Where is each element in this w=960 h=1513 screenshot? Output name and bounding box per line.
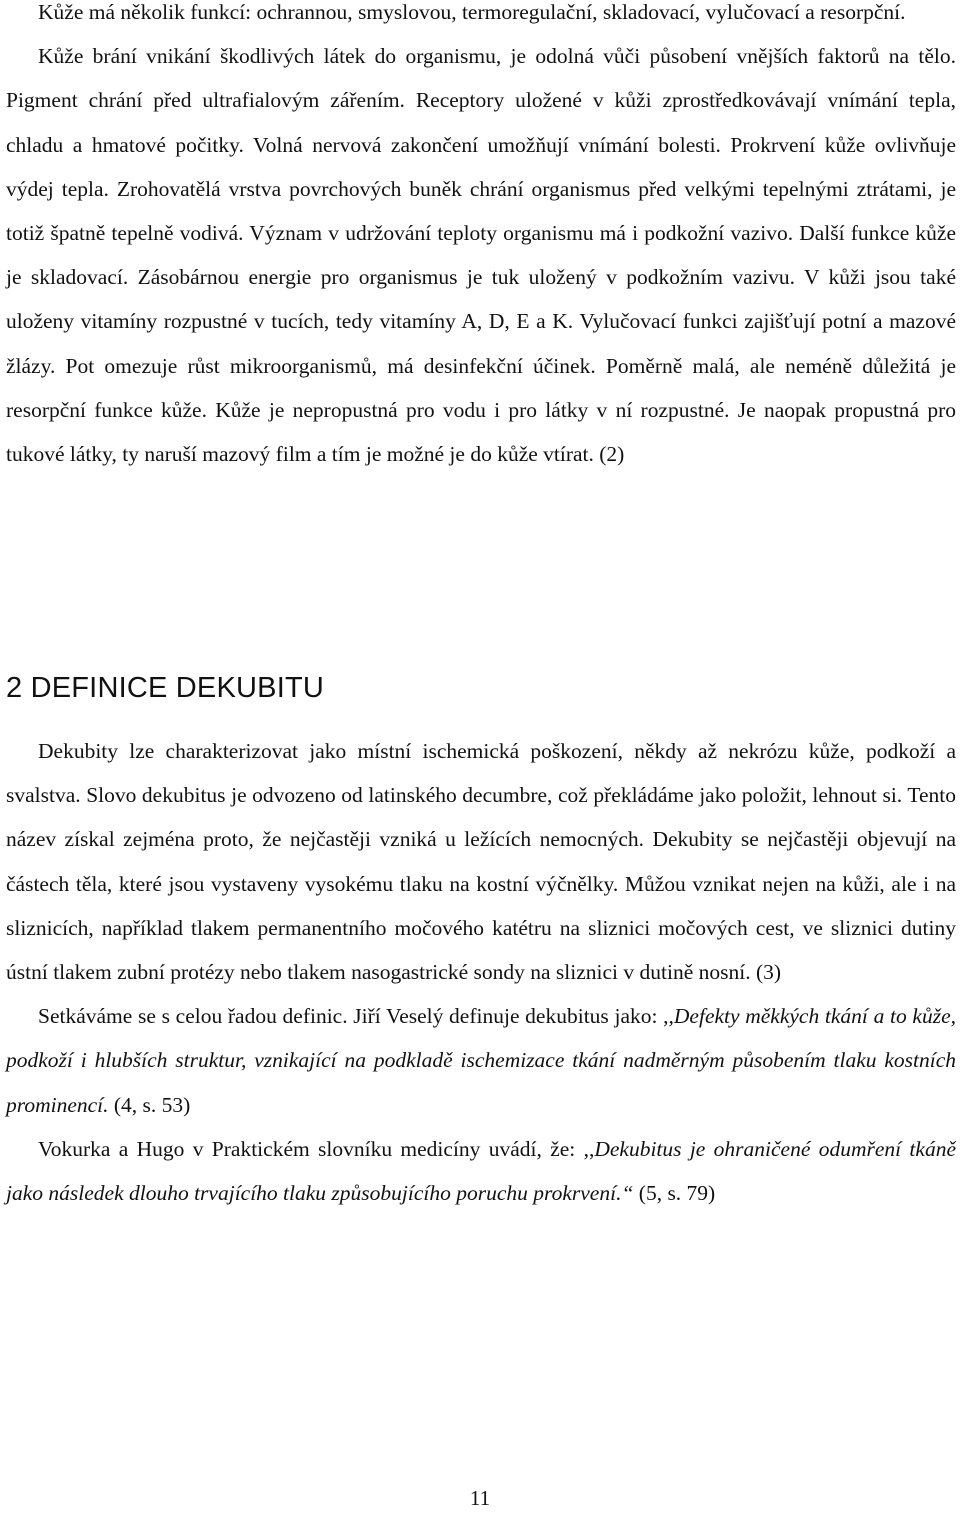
vokurka-citation: (5, s. 79) [633,1181,716,1206]
page-number: 11 [469,1486,491,1510]
vesely-quote: Defekty měkkých tkání a to kůže, podkoží i hlubších struktur, vznikající na podkladě ischemizace tkání nadměrným působením tlaku kostních prominencí. [6,1004,956,1117]
paragraph-skin-functions-detail: Kůže brání vnikání škodlivých látek do organismu, je odolná vůči působení vnějších faktorů na tělo. Pigment chrání před ultrafialovým zářením. Receptory uložené v kůži zprostředkovávají vnímání tepla, chladu a hmatové počitky. Volná nervová zakončení umožňují vnímání bolesti. Prokrvení kůže ovlivňuje výdej tepla. Zrohovatělá vrstva povrchových buněk chrání organismus před velkými tepelnými ztrátami, je totiž špatně tepelně vodivá. Význam v udržování teploty organismu má i podkožní vazivo. Další funkce kůže je skladovací. Zásobárnou energie pro organismus je tuk uložený v podkožním vazivu. V kůži jsou také uloženy vitamíny rozpustné v tucích, tedy vitamíny A, D, E a K. Vylučovací funkci zajišťují potní a mazové žlázy. Pot omezuje růst mikroorganismů, má desinfekční účinek. Poměrně malá, ale neméně důležitá je resorpční funkce kůže. Kůže je nepropustná pro vodu i pro látky v ní rozpustné. Je naopak propustná pro tukové látky, ty naruší mazový film a tím je možné je do kůže vtírat. (2) [6,44,956,467]
paragraph-vokurka-definition [6,1127,956,1215]
section-definition [6,729,956,1215]
paragraph-vesely-definition [6,994,956,1127]
paragraph-skin-functions-intro: Kůže má několik funkcí: ochrannou, smyslovou, termoregulační, skladovací, vylučovací a resorpční. [38,0,906,24]
section-skin-functions [6,0,956,476]
vesely-citation: (4, s. 53) [108,1092,191,1117]
paragraph-definition: Dekubity lze charakterizovat jako místní ischemická poškození, někdy až nekrózu kůže, podkoží a svalstva. Slovo dekubitus je odvozeno od latinského decumbre, což překládáme jako položit, lehnout si. Tento název získal zejména proto, že nejčastěji vzniká u ležících nemocných. Dekubity se nejčastěji objevují na částech těla, které jsou vystaveny vysokému tlaku na kostní výčnělky. Můžou vznikat nejen na kůži, ale i na sliznicích, například tlakem permanentního močového katétru na sliznici močových cest, ve sliznici dutiny ústní tlakem zubní protézy nebo tlakem nasogastrické sondy na sliznici v dutině nosní. (3) [6,739,956,985]
vokurka-quote: Dekubitus je ohraničené odumření tkáně jako následek dlouho trvajícího tlaku způsobujícího poruchu prokrvení.“ [6,1136,956,1206]
vesely-intro: Setkáváme se s celou řadou definic. Jiří Veselý definuje dekubitus jako: ,, [38,1004,674,1029]
vokurka-intro: Vokurka a Hugo v Praktickém slovníku medicíny uvádí, že: ,, [38,1136,595,1161]
section-heading: 2 DEFINICE DEKUBITU [6,672,325,704]
